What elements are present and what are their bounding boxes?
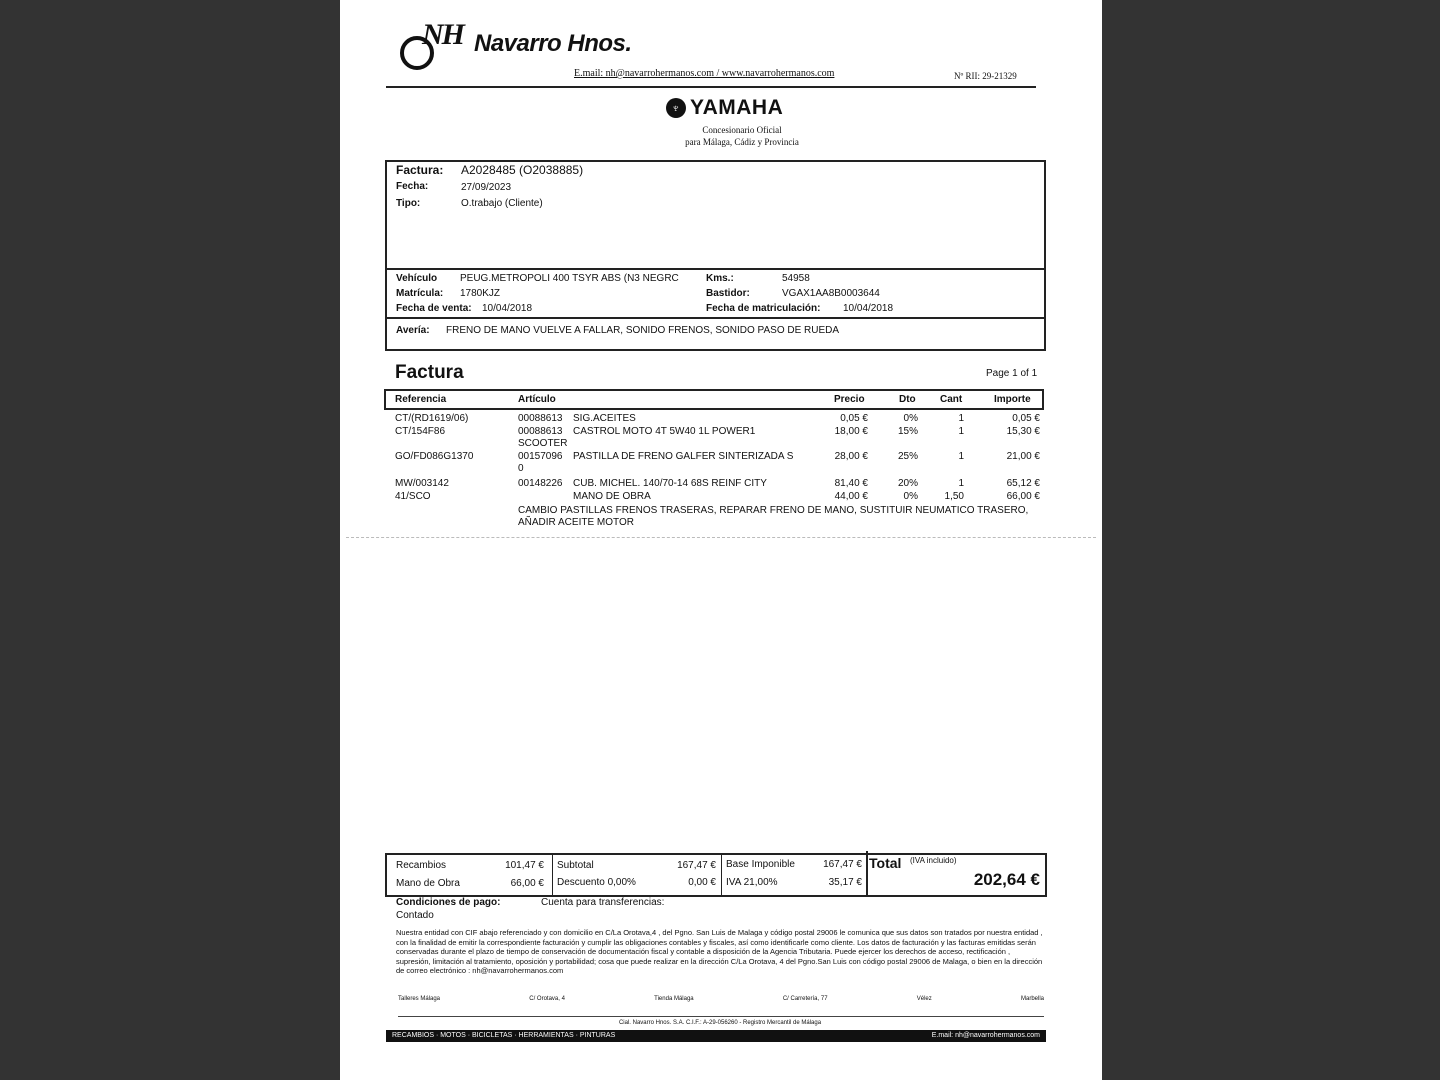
subtotal-label: Subtotal bbox=[557, 860, 594, 871]
work-note-line1: CAMBIO PASTILLAS FRENOS TRASERAS, REPARAR FRENO DE MANO, SUSTITUIR NEUMATICO TRASERO, bbox=[518, 505, 1029, 516]
footer-addr: Talleres Málaga bbox=[398, 996, 441, 1002]
iva-value: 35,17 € bbox=[828, 877, 862, 888]
averia-label: Avería: bbox=[396, 325, 430, 336]
footer-bar-left: RECAMBIOS · MOTOS · BICICLETAS · HERRAMIENTAS · PINTURAS bbox=[392, 1032, 616, 1039]
yamaha-tuning-fork-icon: ♆ bbox=[666, 98, 686, 118]
row-descripcion: MANO DE OBRA bbox=[573, 491, 651, 502]
col-referencia: Referencia bbox=[395, 394, 447, 405]
row-codigo: 00157096 bbox=[518, 451, 563, 462]
totals-divider bbox=[866, 851, 868, 895]
registry-number: Nº RII: 29-21329 bbox=[954, 71, 1017, 81]
total-label: Total bbox=[869, 855, 902, 871]
col-dto: Dto bbox=[899, 394, 916, 405]
factura-number: A2028485 (O2038885) bbox=[461, 163, 584, 177]
footer-registry: Cial. Navarro Hnos. S.A. C.I.F.: A-29-056260 - Registro Mercantil de Málaga bbox=[618, 1020, 822, 1026]
row-codigo: 00088613 bbox=[518, 426, 563, 437]
row-precio: 28,00 € bbox=[834, 451, 868, 462]
row-importe: 21,00 € bbox=[1006, 451, 1040, 462]
row-precio: 44,00 € bbox=[834, 491, 868, 502]
dealer-line2: para Málaga, Cádiz y Provincia bbox=[685, 137, 799, 147]
total-iva-note: (IVA incluido) bbox=[910, 856, 957, 865]
section-title: Factura bbox=[395, 362, 464, 383]
row-descripcion: SIG.ACEITES bbox=[573, 413, 636, 424]
footer-addr: C/ Carretería, 77 bbox=[782, 996, 828, 1002]
row-dto: 0% bbox=[903, 413, 918, 424]
row-dto: 0% bbox=[903, 491, 918, 502]
row-dto: 25% bbox=[897, 451, 918, 462]
fecha-matric-value: 10/04/2018 bbox=[843, 303, 894, 314]
row-precio: 18,00 € bbox=[834, 426, 868, 437]
total-amount: 202,64 € bbox=[973, 870, 1040, 889]
descuento-label: Descuento 0,00% bbox=[557, 877, 636, 888]
row-cant: 1 bbox=[958, 478, 964, 489]
matricula-value: 1780KJZ bbox=[460, 288, 501, 299]
col-cant: Cant bbox=[940, 394, 963, 405]
condiciones-label: Condiciones de pago: bbox=[396, 897, 501, 908]
row-descripcion: PASTILLA DE FRENO GALFER SINTERIZADA S bbox=[573, 451, 794, 462]
logo-initials: NH bbox=[422, 18, 463, 51]
condiciones-value: Contado bbox=[396, 910, 434, 921]
totals-divider bbox=[721, 855, 722, 895]
mano-obra-label: Mano de Obra bbox=[396, 878, 460, 889]
fecha-venta-value: 10/04/2018 bbox=[482, 303, 533, 314]
row-precio: 0,05 € bbox=[840, 413, 868, 424]
kms-label: Kms.: bbox=[706, 273, 734, 284]
footer-rule bbox=[398, 1016, 1044, 1017]
row-importe: 15,30 € bbox=[1006, 426, 1040, 437]
iva-label: IVA 21,00% bbox=[726, 877, 778, 888]
privacy-legal-text: Nuestra entidad con CIF abajo referenciado y con domicilio en C/La Orotava,4 , del Pgno. San Luis de Malaga y código postal 29006 le comunica que sus datos son tratados por nuestra entidad , con la finalidad de emitir la correspondiente facturación y cumplir las obligaciones contables y fiscales, así como identificarle como cliente. Los datos de facturación y las facturas emitidas serán conservadas durante el plazo de tiempo de conservación de documentación fiscal y contable a disposición de la Agencia Tributaria. Puede ejercer los derechos de acceso, rectificación , supresión, limitación al tratamiento, oposición y portabilidad; cosa que puede realizar en la dirección C/La Orotava, 4 del Pgno.San Luis con código postal 29006 de Malaga, o bien en la dirección de correo electrónico : nh@navarrohermanos.com bbox=[396, 928, 1043, 976]
tipo-value: O.trabajo (Cliente) bbox=[461, 198, 543, 209]
row-descripcion: CASTROL MOTO 4T 5W40 1L POWER1 bbox=[573, 426, 756, 437]
fecha-label: Fecha: bbox=[396, 181, 429, 192]
yamaha-brand bbox=[671, 96, 784, 120]
descuento-value: 0,00 € bbox=[688, 877, 716, 888]
row-referencia: CT/(RD1619/06) bbox=[395, 413, 469, 424]
row-importe: 65,12 € bbox=[1006, 478, 1040, 489]
base-imponible-value: 167,47 € bbox=[823, 859, 862, 870]
box-separator bbox=[387, 268, 1044, 270]
recambios-label: Recambios bbox=[396, 860, 447, 871]
contact-line: E.mail: nh@navarrohermanos.com / www.navarrohermanos.com bbox=[574, 68, 835, 79]
col-importe: Importe bbox=[994, 394, 1031, 405]
dealer-line1: Concesionario Oficial bbox=[702, 125, 782, 135]
col-precio: Precio bbox=[834, 394, 865, 405]
row-descripcion: CUB. MICHEL. 140/70-14 68S REINF CITY bbox=[573, 478, 767, 489]
matricula-label: Matrícula: bbox=[396, 288, 444, 299]
col-articulo: Artículo bbox=[518, 394, 556, 405]
tipo-label: Tipo: bbox=[396, 198, 421, 209]
vehiculo-label: Vehículo bbox=[396, 273, 438, 284]
cuenta-label: Cuenta para transferencias: bbox=[541, 897, 665, 908]
row-dto: 15% bbox=[897, 426, 918, 437]
row-cant: 1,50 bbox=[944, 491, 964, 502]
row-cant: 1 bbox=[958, 426, 964, 437]
row-codigo: 00088613 bbox=[518, 413, 563, 424]
footer-addr: C/ Orotava, 4 bbox=[529, 996, 565, 1002]
row-cant: 1 bbox=[958, 413, 964, 424]
footer-addr: Tienda Málaga bbox=[654, 996, 694, 1002]
row-dto: 20% bbox=[897, 478, 918, 489]
footer-addresses bbox=[398, 996, 1044, 1003]
row-precio: 81,40 € bbox=[834, 478, 868, 489]
row-referencia: GO/FD086G1370 bbox=[395, 451, 474, 462]
footer-bar-right: E.mail: nh@navarrohermanos.com bbox=[931, 1032, 1040, 1039]
work-note-line2: AÑADIR ACEITE MOTOR bbox=[518, 517, 634, 528]
row-descripcion-cont: SCOOTER bbox=[518, 438, 568, 449]
row-importe: 66,00 € bbox=[1006, 491, 1040, 502]
base-imponible-label: Base Imponible bbox=[726, 859, 795, 870]
bastidor-value: VGAX1AA8B0003644 bbox=[782, 288, 880, 299]
page-indicator: Page 1 of 1 bbox=[986, 368, 1038, 379]
footer-addr: Marbella bbox=[1020, 996, 1044, 1002]
scan-dotted-line bbox=[346, 537, 1096, 538]
mano-obra-value: 66,00 € bbox=[510, 878, 544, 889]
footer-bar bbox=[386, 1030, 1046, 1042]
dealer-info bbox=[640, 124, 844, 148]
fecha-venta-label: Fecha de venta: bbox=[396, 303, 472, 314]
row-referencia: 41/SCO bbox=[395, 491, 431, 502]
navarro-logo bbox=[400, 18, 468, 64]
row-cant: 1 bbox=[958, 451, 964, 462]
totals-divider bbox=[552, 855, 553, 895]
kms-value: 54958 bbox=[782, 273, 810, 284]
row-codigo: 00148226 bbox=[518, 478, 563, 489]
vehiculo-value: PEUG.METROPOLI 400 TSYR ABS (N3 NEGRC bbox=[460, 273, 679, 284]
invoice-page bbox=[340, 0, 1102, 1080]
footer-addr: Vélez bbox=[916, 996, 932, 1002]
recambios-value: 101,47 € bbox=[505, 860, 544, 871]
yamaha-text: YAMAHA bbox=[690, 96, 784, 119]
factura-label: Factura: bbox=[396, 163, 444, 177]
fecha-matric-label: Fecha de matriculación: bbox=[706, 303, 821, 314]
row-descripcion-cont: 0 bbox=[518, 463, 524, 474]
row-referencia: CT/154F86 bbox=[395, 426, 446, 437]
fecha-value: 27/09/2023 bbox=[461, 182, 512, 193]
header-rule bbox=[386, 86, 1036, 88]
averia-value: FRENO DE MANO VUELVE A FALLAR, SONIDO FRENOS, SONIDO PASO DE RUEDA bbox=[446, 325, 840, 336]
box-separator bbox=[387, 317, 1044, 319]
bastidor-label: Bastidor: bbox=[706, 288, 750, 299]
row-referencia: MW/003142 bbox=[395, 478, 449, 489]
subtotal-value: 167,47 € bbox=[677, 860, 716, 871]
row-importe: 0,05 € bbox=[1012, 413, 1040, 424]
brand-name: Navarro Hnos. bbox=[474, 30, 632, 57]
